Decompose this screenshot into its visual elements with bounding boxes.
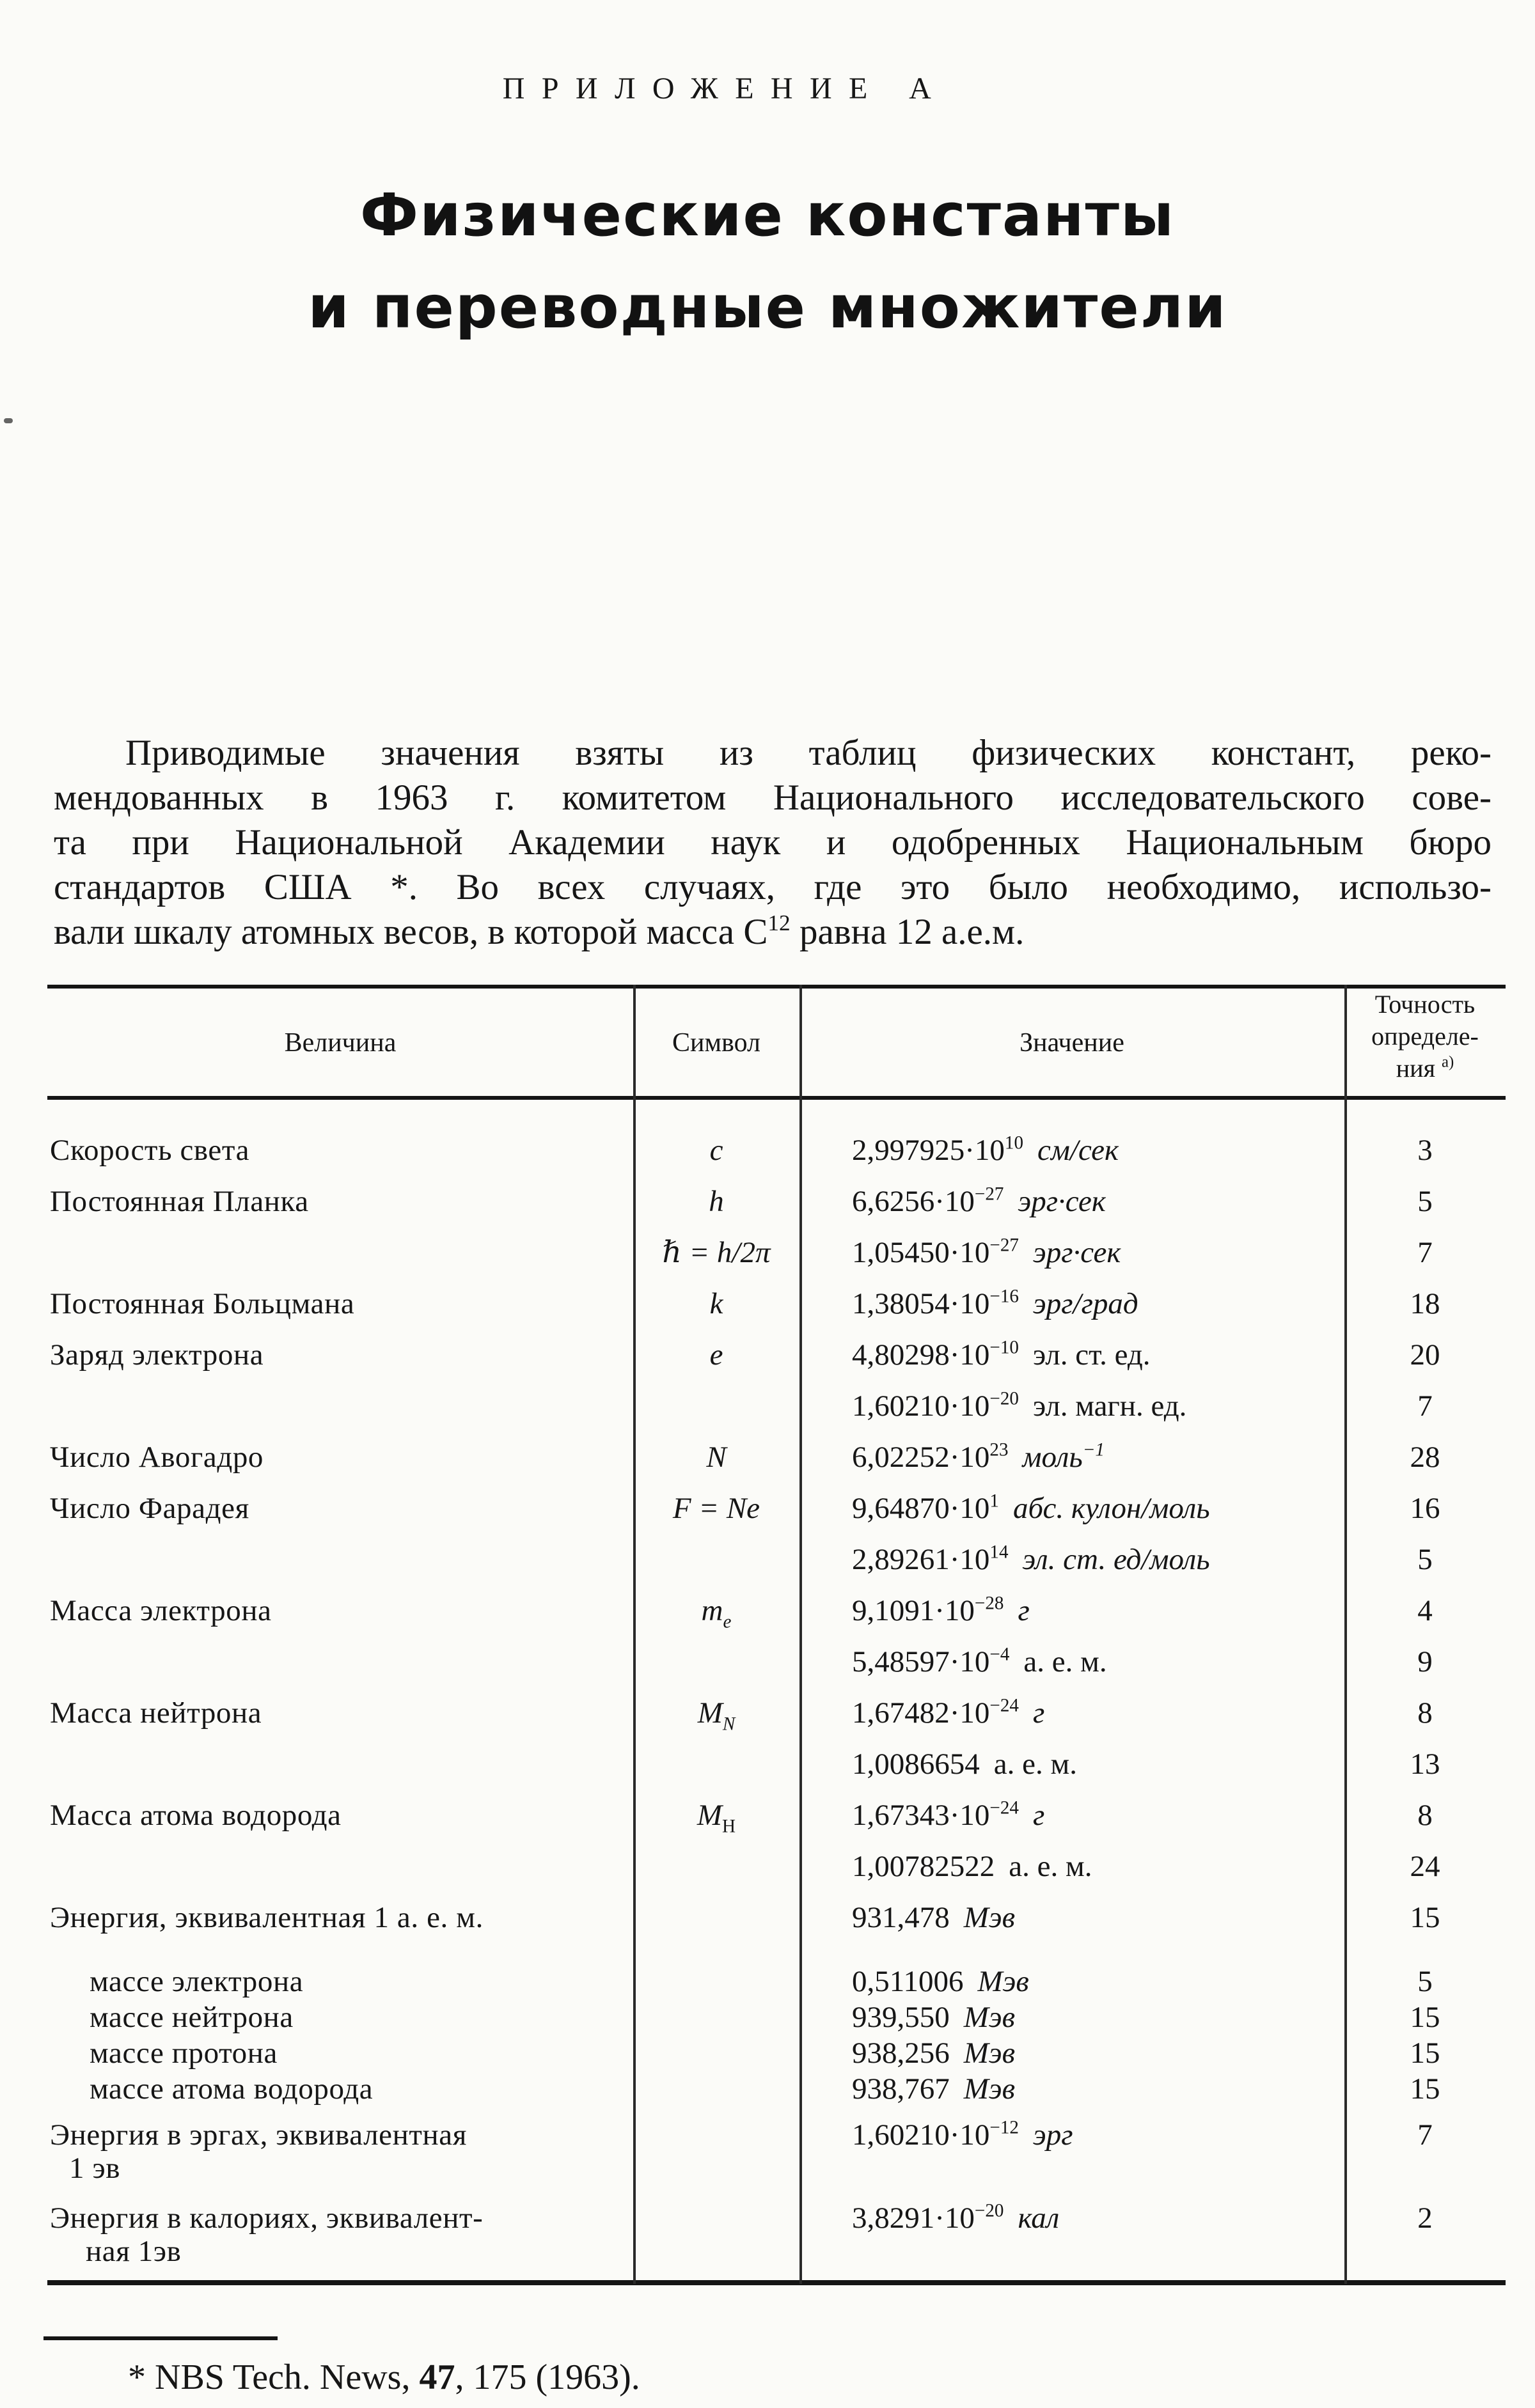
value-exponent: −20 [974, 2201, 1004, 2222]
table-row [47, 1441, 1506, 1474]
value-cell [799, 1697, 1344, 1730]
value-exponent: −20 [989, 1389, 1019, 1410]
quantity-line-1: массе электрона [90, 1966, 304, 1999]
value-exponent: −10 [989, 1338, 1019, 1359]
value-cell [799, 1748, 1344, 1781]
precision-value: 15 [1410, 1902, 1440, 1935]
col-header-symbol: Символ [672, 1027, 760, 1058]
value-unit: абс. кулон/моль [1012, 1492, 1210, 1526]
quantity-cell [47, 1697, 633, 1730]
table-row [47, 1966, 1506, 1999]
value-unit: моль [1022, 1441, 1083, 1474]
precision-value: 28 [1410, 1441, 1440, 1474]
carbon-12-superscript: 12 [767, 910, 791, 935]
value-number: 0,511006 [852, 1966, 964, 1999]
col-header-precision-line2: определе- [1371, 1023, 1479, 1051]
quantity-line-1: Заряд электрона [50, 1339, 264, 1372]
symbol-cell [633, 1966, 799, 1999]
precision-cell [1344, 1492, 1506, 1526]
appendix-heading: ПРИЛОЖЕНИЕ А [502, 73, 949, 106]
value-cell [799, 1902, 1344, 1935]
precision-cell [1344, 1697, 1506, 1730]
quantity-line-1: массе протона [90, 2037, 278, 2070]
symbol-cell [633, 1595, 799, 1633]
symbol-text: ℏ = h/2π [662, 1237, 771, 1270]
intro-line-2: мендованных в 1963 г. комитетом Национального исследовательского сове- [54, 779, 1492, 818]
symbol-cell [633, 2202, 799, 2269]
table-top-rule [47, 985, 1506, 989]
table-row [47, 1646, 1506, 1679]
value-unit: г [1032, 1799, 1045, 1833]
precision-cell [1344, 1595, 1506, 1628]
value-number: 6,6256·10 [852, 1185, 975, 1219]
precision-value: 2 [1417, 2202, 1433, 2235]
quantity-line-1 [50, 1390, 633, 1423]
precision-value: 15 [1410, 2073, 1440, 2106]
value-number: 931,478 [852, 1902, 950, 1935]
quantity-cell [47, 1902, 633, 1935]
precision-cell [1344, 1185, 1506, 1219]
footnote-tail: , 175 (1963). [455, 2358, 640, 2398]
symbol-text: c [709, 1134, 723, 1168]
value-unit: см/сек [1037, 1134, 1119, 1168]
value-cell [799, 2119, 1344, 2185]
symbol-cell [633, 1646, 799, 1679]
precision-cell [1344, 1966, 1506, 1999]
value-cell [799, 1134, 1344, 1168]
footnote [128, 2357, 640, 2400]
intro-line-5-tail: равна 12 а.е.м. [790, 913, 1025, 953]
quantity-line-1: Число Авогадро [50, 1441, 264, 1474]
quantity-cell [47, 1966, 633, 1999]
quantity-line-2: 1 эв [69, 2152, 121, 2185]
symbol-cell [633, 1441, 799, 1474]
precision-value: 7 [1417, 1390, 1433, 1423]
quantity-line-1: Масса атома водорода [50, 1799, 342, 1833]
value-exponent: −4 [989, 1645, 1010, 1666]
value-number: 1,60210·10 [852, 2119, 990, 2152]
symbol-text: M [697, 1697, 723, 1730]
precision-cell [1344, 2037, 1506, 2070]
quantity-line-1 [50, 1646, 633, 1679]
precision-value: 20 [1410, 1339, 1440, 1372]
symbol-cell [633, 1185, 799, 1219]
value-exponent: −16 [989, 1286, 1019, 1308]
symbol-text: F = Ne [672, 1492, 760, 1526]
value-number: 938,256 [852, 2037, 950, 2070]
col-header-precision-line1: Точность [1374, 991, 1476, 1019]
table-row [47, 1492, 1506, 1526]
symbol-cell [633, 1134, 799, 1168]
constants-table [47, 985, 1506, 2285]
value-number: 1,38054·10 [852, 1288, 990, 1321]
quantity-line-1: Постоянная Больцмана [50, 1288, 355, 1321]
value-cell [799, 2037, 1344, 2070]
value-unit: Мэв [963, 2001, 1016, 2035]
value-cell [799, 1595, 1344, 1628]
quantity-cell [47, 1390, 633, 1423]
value-unit: эрг·сек [1018, 1185, 1106, 1219]
symbol-cell [633, 2037, 799, 2070]
value-exponent: −27 [974, 1184, 1004, 1205]
precision-value: 8 [1417, 1799, 1433, 1833]
symbol-cell [633, 1339, 799, 1372]
page-title-line1: Физические константы [359, 180, 1176, 249]
quantity-cell [47, 1595, 633, 1628]
table-row [47, 1288, 1506, 1321]
symbol-cell [633, 1492, 799, 1526]
value-number: 6,02252·10 [852, 1441, 990, 1474]
quantity-cell [47, 1492, 633, 1526]
value-unit: эл. ст. ед. [1032, 1339, 1151, 1372]
value-cell [799, 2073, 1344, 2106]
value-number: 4,80298·10 [852, 1339, 990, 1372]
precision-value: 7 [1417, 1237, 1433, 1270]
value-cell [799, 1441, 1344, 1474]
symbol-subscript: N [722, 1714, 736, 1735]
value-cell [799, 1339, 1344, 1372]
intro-line-4: стандартов США *. Во всех случаях, где это было необходимо, использо- [54, 868, 1492, 908]
intro-line-1: Приводимые значения взяты из таблиц физических констант, реко- [125, 734, 1492, 774]
value-cell [799, 2202, 1344, 2269]
quantity-line-1: Число Фарадея [50, 1492, 249, 1526]
precision-value: 9 [1417, 1646, 1433, 1679]
table-bottom-rule [47, 2280, 1506, 2285]
symbol-cell [633, 1697, 799, 1735]
quantity-cell [47, 2001, 633, 2035]
quantity-cell [47, 1850, 633, 1884]
value-number: 9,64870·10 [852, 1492, 990, 1526]
quantity-cell [47, 1134, 633, 1168]
value-unit: кал [1018, 2202, 1060, 2235]
precision-cell [1344, 1339, 1506, 1372]
symbol-subscript: e [723, 1612, 732, 1633]
value-unit: Мэв [963, 1902, 1016, 1935]
table-row [47, 1593, 1506, 1633]
page-title [0, 169, 1535, 353]
quantity-cell [47, 1799, 633, 1833]
value-number: 1,67343·10 [852, 1799, 990, 1833]
value-unit: эрг [1032, 2119, 1073, 2152]
quantity-line-1: Энергия, эквивалентная 1 а. е. м. [50, 1902, 484, 1935]
table-row [47, 2037, 1506, 2070]
symbol-cell [633, 1237, 799, 1270]
table-row [47, 1748, 1506, 1781]
quantity-line-1 [50, 1850, 633, 1884]
quantity-line-1: массе атома водорода [90, 2073, 374, 2106]
precision-value: 15 [1410, 2001, 1440, 2035]
value-unit: а. е. м. [993, 1748, 1077, 1781]
value-unit: Мэв [963, 2073, 1016, 2106]
value-cell [799, 1390, 1344, 1423]
precision-value: 18 [1410, 1288, 1440, 1321]
value-unit: а. е. м. [1023, 1646, 1107, 1679]
value-unit: Мэв [963, 2037, 1016, 2070]
quantity-cell [47, 2073, 633, 2106]
precision-cell [1344, 1902, 1506, 1935]
value-number: 1,05450·10 [852, 1237, 990, 1270]
symbol-text: k [709, 1288, 723, 1321]
value-cell [799, 1237, 1344, 1270]
precision-cell [1344, 1237, 1506, 1270]
table-row [47, 2119, 1506, 2185]
value-cell [799, 2001, 1344, 2035]
quantity-line-1: Энергия в эргах, эквивалентная [50, 2119, 467, 2152]
value-exponent: −12 [989, 2118, 1019, 2139]
symbol-cell [633, 1544, 799, 1577]
quantity-cell [47, 1544, 633, 1577]
value-number: 1,67482·10 [852, 1697, 990, 1730]
footnote-rule [43, 2336, 278, 2340]
precision-value: 16 [1410, 1492, 1440, 1526]
table-row [47, 1798, 1506, 1838]
symbol-cell [633, 1799, 799, 1838]
quantity-line-1: Скорость света [50, 1134, 250, 1168]
quantity-line-1 [50, 1237, 633, 1270]
value-number: 939,550 [852, 2001, 950, 2035]
precision-cell [1344, 1799, 1506, 1833]
quantity-cell [47, 1646, 633, 1679]
quantity-line-1: Постоянная Планка [50, 1185, 309, 1219]
quantity-cell [47, 1441, 633, 1474]
value-number: 1,0086654 [852, 1748, 980, 1781]
symbol-cell [633, 1902, 799, 1935]
value-number: 5,48597·10 [852, 1646, 990, 1679]
value-unit: эл. магн. ед. [1032, 1390, 1187, 1423]
value-exponent: −27 [989, 1235, 1019, 1256]
col-header-precision-line3-text: ния [1396, 1055, 1442, 1083]
precision-cell [1344, 1441, 1506, 1474]
value-exponent: −24 [989, 1798, 1019, 1819]
value-number: 1,00782522 [852, 1850, 995, 1884]
symbol-text: e [709, 1339, 723, 1372]
precision-value: 13 [1410, 1748, 1440, 1781]
footnote-text: * NBS Tech. News, [128, 2358, 420, 2398]
col-header-value: Значение [1019, 1027, 1124, 1058]
precision-cell [1344, 1544, 1506, 1577]
quantity-cell [47, 2037, 633, 2070]
precision-value: 8 [1417, 1697, 1433, 1730]
precision-value: 24 [1410, 1850, 1440, 1884]
col-header-precision [1344, 990, 1506, 1086]
quantity-line-1 [50, 1544, 633, 1577]
precision-cell [1344, 1646, 1506, 1679]
value-unit: г [1032, 1697, 1045, 1730]
scan-artifact-speck [4, 418, 13, 423]
symbol-cell [633, 1390, 799, 1423]
symbol-text: m [701, 1595, 723, 1628]
precision-cell [1344, 1288, 1506, 1321]
quantity-cell [47, 1237, 633, 1270]
precision-cell [1344, 2119, 1506, 2185]
table-row [47, 2001, 1506, 2035]
table-row [47, 1902, 1506, 1935]
value-cell [799, 1850, 1344, 1884]
table-row [47, 1544, 1506, 1577]
intro-paragraph [54, 731, 1492, 955]
value-cell [799, 1646, 1344, 1679]
quantity-line-1: Масса нейтрона [50, 1697, 262, 1730]
intro-line-5-text: вали шкалу атомных весов, в которой масса С [54, 913, 768, 953]
precision-cell [1344, 1748, 1506, 1781]
symbol-text: M [697, 1799, 723, 1833]
value-exponent: −28 [974, 1593, 1004, 1614]
precision-cell [1344, 2001, 1506, 2035]
value-number: 938,767 [852, 2073, 950, 2106]
col-header-quantity: Величина [284, 1027, 397, 1058]
quantity-cell [47, 1288, 633, 1321]
value-exponent: 10 [1004, 1133, 1024, 1154]
value-unit: эрг/град [1032, 1288, 1138, 1321]
value-cell [799, 1185, 1344, 1219]
value-cell [799, 1492, 1344, 1526]
precision-footnote-marker: а) [1441, 1052, 1454, 1071]
footnote-volume: 47 [419, 2358, 455, 2398]
quantity-cell [47, 1185, 633, 1219]
table-row [47, 1237, 1506, 1270]
value-number: 2,997925·10 [852, 1134, 1005, 1168]
precision-cell [1344, 1134, 1506, 1168]
precision-value: 7 [1417, 2119, 1433, 2152]
precision-value: 5 [1417, 1966, 1433, 1999]
col-header-precision-line3 [1344, 1054, 1506, 1086]
value-unit: г [1018, 1595, 1030, 1628]
precision-cell [1344, 1390, 1506, 1423]
table-row [47, 1390, 1506, 1423]
symbol-text: h [709, 1185, 724, 1219]
symbol-cell [633, 2073, 799, 2106]
precision-cell [1344, 1850, 1506, 1884]
value-cell [799, 1799, 1344, 1833]
value-number: 1,60210·10 [852, 1390, 990, 1423]
value-unit: эл. ст. ед/моль [1022, 1544, 1210, 1577]
symbol-cell [633, 1288, 799, 1321]
precision-value: 15 [1410, 2037, 1440, 2070]
table-row [47, 1185, 1506, 1219]
precision-cell [1344, 2073, 1506, 2106]
quantity-line-1 [50, 1748, 633, 1781]
value-exponent: 14 [989, 1542, 1009, 1563]
quantity-line-2: ная 1эв [86, 2235, 182, 2269]
value-unit: а. е. м. [1009, 1850, 1092, 1884]
table-row [47, 1850, 1506, 1884]
table-row [47, 2073, 1506, 2106]
table-body [47, 1100, 1506, 2269]
symbol-text: N [706, 1441, 727, 1474]
value-unit: Мэв [977, 1966, 1029, 1999]
symbol-cell [633, 1748, 799, 1781]
symbol-cell [633, 1850, 799, 1884]
precision-value: 3 [1417, 1134, 1433, 1168]
precision-value: 5 [1417, 1185, 1433, 1219]
value-number: 2,89261·10 [852, 1544, 990, 1577]
table-row [47, 2202, 1506, 2269]
intro-line-3: та при Национальной Академии наук и одобренных Национальным бюро [54, 824, 1492, 863]
value-exponent: 23 [989, 1440, 1009, 1461]
unit-superscript: −1 [1082, 1440, 1105, 1461]
quantity-line-1: массе нейтрона [90, 2001, 294, 2035]
value-exponent: 1 [989, 1491, 999, 1512]
quantity-cell [47, 1339, 633, 1372]
value-number: 9,1091·10 [852, 1595, 975, 1628]
precision-value: 4 [1417, 1595, 1433, 1628]
quantity-line-1: Энергия в калориях, эквивалент- [50, 2202, 484, 2235]
quantity-line-1: Масса электрона [50, 1595, 272, 1628]
precision-value: 5 [1417, 1544, 1433, 1577]
symbol-cell [633, 2001, 799, 2035]
precision-cell [1344, 2202, 1506, 2269]
value-exponent: −24 [989, 1696, 1019, 1717]
value-cell [799, 1288, 1344, 1321]
intro-line-5 [54, 911, 1492, 955]
page-title-line2: и переводные множители [308, 272, 1227, 341]
value-cell [799, 1544, 1344, 1577]
value-cell [799, 1966, 1344, 1999]
quantity-cell [47, 2119, 633, 2185]
symbol-cell [633, 2119, 799, 2185]
quantity-cell [47, 1748, 633, 1781]
table-row [47, 1134, 1506, 1168]
table-row [47, 1339, 1506, 1372]
symbol-subscript: H [722, 1817, 736, 1838]
quantity-cell [47, 2202, 633, 2269]
value-unit: эрг·сек [1032, 1237, 1121, 1270]
table-row [47, 1696, 1506, 1735]
value-number: 3,8291·10 [852, 2202, 975, 2235]
